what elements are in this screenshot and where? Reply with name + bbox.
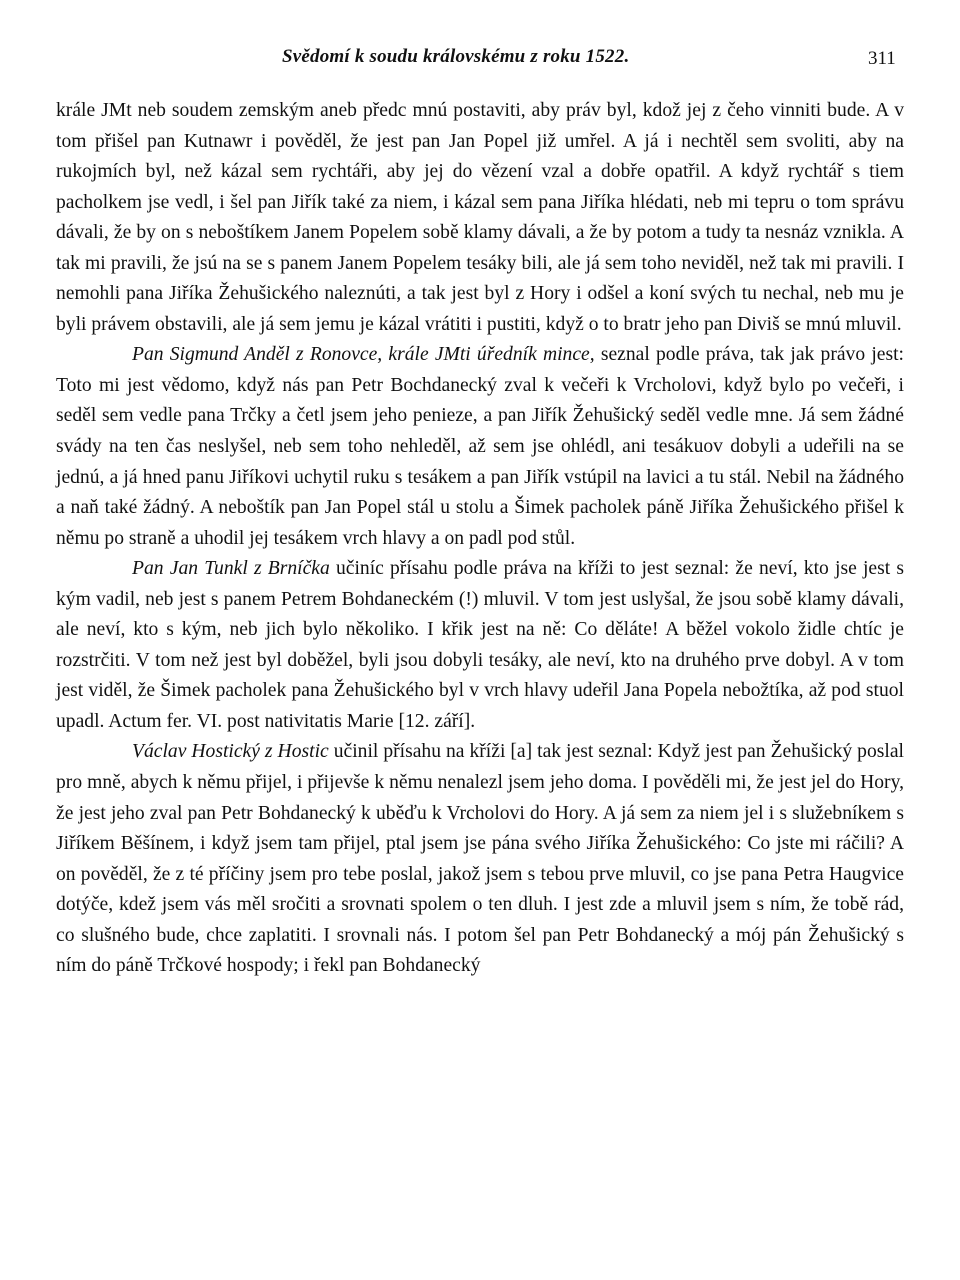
paragraph-4-text: učinil přísahu na kříži [a] tak jest seznal: Když jest pan Žehušický poslal pro mně, abych k němu přijel, i přijevše k němu nenalezl jsem jeho doma. I pověděli mi, že jest jel do Hory, že jest jeho zval pan Petr Bohdanecký k uběďu k Vrcholovi do Hory. A já sem za niem jel i s služebníkem s Jiříkem Běšínem, i když jsem tam přijel, ptal jsem jse pána svého Jiříka Žehušického: Co jste mi ráčili? A on pověděl, že z té příčiny jsem pro tebe poslal, jakož jsem s tebou prve mluvil, co jse pana Petra Haugvice dotýče, kdež jsem vás měl sročiti a srovnati spolem o ten dluh. I jest zde a mluvil jsem s ním, že tobě rád, co slušného bude, chce zaplatiti. I srovnali nás. I potom šel pan Petr Bohdanecký a mój pán Žehušický s ním do páně Trčkové hospody; i řekl pan Bohdanecký [56, 741, 904, 977]
page-number: 311 [868, 48, 896, 69]
paragraph-4-speaker: Václav Hostický z Hostic [132, 741, 329, 763]
paragraph-3-text: učiníc přísahu podle práva na kříži to jest seznal: že neví, kto jse jest s kým vadil, neb jest s panem Petrem Bohdaneckém (!) mluvil. V tom jest uslyšal, že jsou sobě klamy dávali, ale neví, kto s kým, neb jich bylo několiko. I křik jest na ně: Co děláte! A běžel vokolo židle chtíc je rozstrčiti. V tom než jest byl doběžel, byli jsou dobyli tesáky, ale neví, kto na druhého prve dobyl. A v tom jest viděl, že Šimek pacholek pana Žehušického byl v vrch hlavy udeřil Jana Popela nebožtíka, až pod stuol upadl. Actum fer. VI. post nativitatis Marie [12. září]. [56, 558, 904, 732]
paragraph-1 [56, 96, 904, 340]
paragraph-3 [56, 554, 904, 737]
paragraph-2-speaker: Pan Sigmund Anděl z Ronovce, krále JMti úředník mince, [132, 344, 595, 366]
running-title: Svědomí k soudu královskému z roku 1522. [282, 46, 630, 67]
paragraph-4 [56, 737, 904, 981]
paragraph-1-text: krále JMt neb soudem zemským aneb předc mnú postaviti, aby práv byl, kdož jej z čeho vinniti bude. A v tom přišel pan Kutnawr i pověděl, že jest pan Jan Popel již umřel. A já i nechtěl sem svoliti, aby na rukojmích byl, než kázal sem rychtáři, aby jej do vězení vzal a dobře opatřil. A když rychtář s tiem pacholkem jse vedl, i šel pan Jiřík také za niem, i kázal sem pana Jiříka hlédati, neb mi tepru o tom správu dávali, že by on s neboštíkem Janem Popelem sobě klamy dávali, a že by potom a tudy ta nesnáz vznikla. A tak mi pravili, že jsú na se s panem Janem Popelem tesáky bili, ale já sem toho neviděl, než tak mi pravili. I nemohli pana Jiříka Žehušického naleznúti, a tak jest byl z Hory i odšel a koní svých tu nechal, neb mu je byli právem obstavili, ale já sem jemu je kázal vrátiti i pustiti, když o to bratr jeho pan Diviš se mnú mluvil. [56, 100, 904, 335]
paragraph-2 [56, 340, 904, 554]
paragraph-2-text: seznal podle práva, tak jak právo jest: Toto mi jest vědomo, když nás pan Petr Bochdanecký zval k večeři k Vrcholovi, když bylo po večeři, i seděl sem vedle pana Trčky a četl jsem jeho penieze, a pan Jiřík Žehušický seděl vedle mne. Já sem žádné svády na ten čas neslyšel, neb sem toho nehleděl, až sem jse ohlédl, ani tesákuov dobyli a udeřili na se jednú, a já hned panu Jiříkovi uchytil ruku s tesákem a pan Jiřík vstúpil na lavici a tu stál. Nebil na žádného a naň také žádný. A neboštík pan Jan Popel stál u stolu a Šimek pacholek páně Jiříka Žehušického přišel k němu po straně a uhodil jej tesákem vrch hlavy a on padl pod stůl. [56, 344, 904, 549]
paragraph-3-speaker: Pan Jan Tunkl z Brníčka [132, 558, 330, 580]
body-text [56, 96, 904, 982]
